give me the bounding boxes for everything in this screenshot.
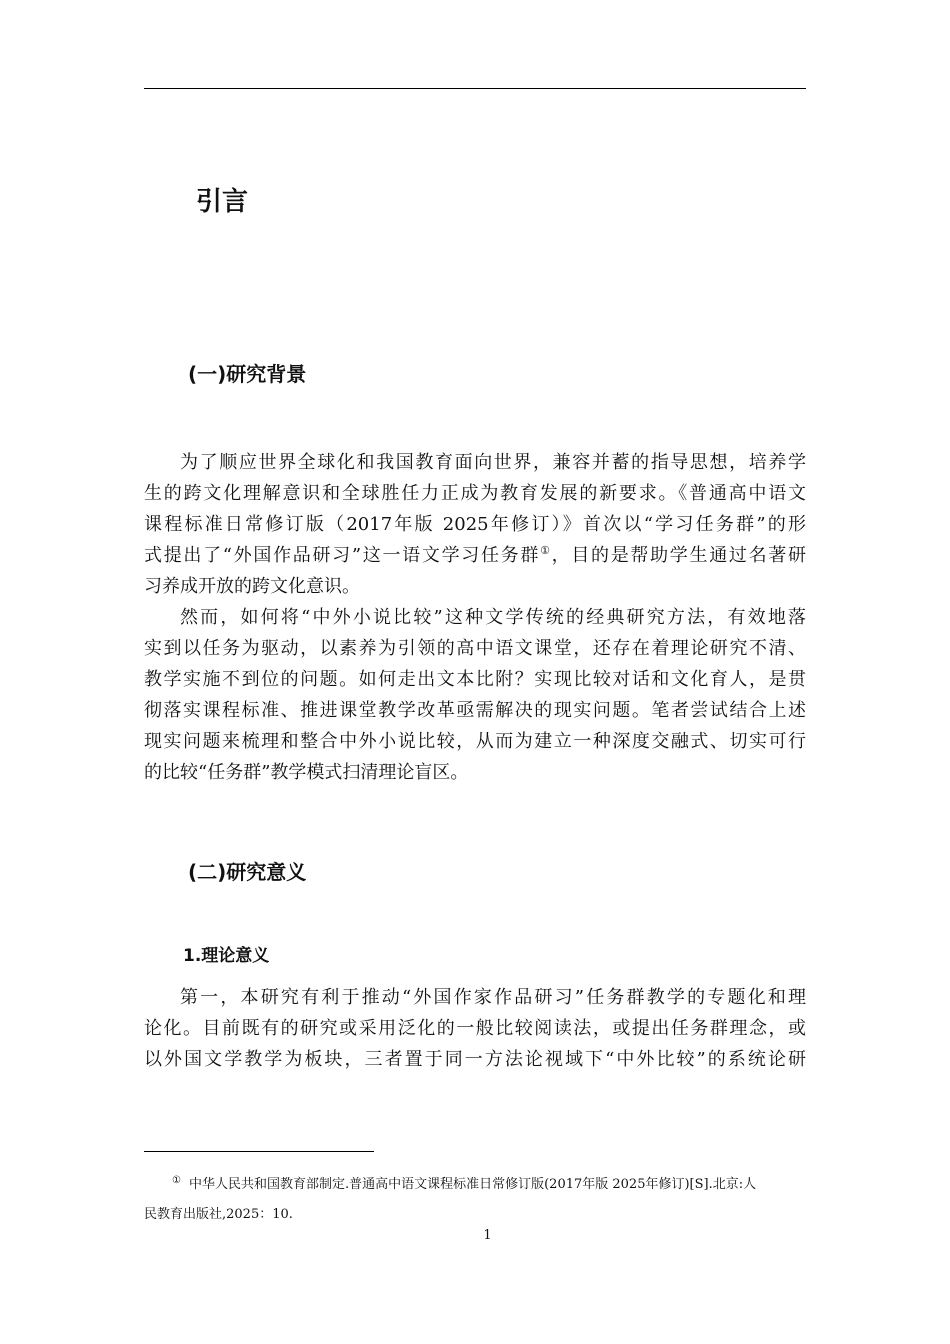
header-rule <box>144 88 806 89</box>
footnote-text: 中华人民共和国教育部制定.普通高中语文课程标准日常修订版(2017年版 2025年修订)[S].北京:人 <box>188 1177 757 1192</box>
footnote <box>144 1170 806 1230</box>
footnote-separator <box>144 1151 374 1152</box>
text-segment: ，目的是帮助学生通过名著研 <box>551 545 806 566</box>
footnote-line: 民教育出版社,2025：10. <box>144 1207 293 1222</box>
text-line <box>144 540 806 571</box>
footnote-line <box>144 1170 806 1200</box>
text-segment: 式提出了“外国作品研习”这一语文学习任务群 <box>144 545 541 566</box>
section-heading-background: (一)研究背景 <box>188 362 307 386</box>
chapter-heading: 引言 <box>196 187 249 217</box>
text-line: 生的跨文化理解意识和全球胜任力正成为教育发展的新要求。《普通高中语文 <box>144 483 806 504</box>
text-line: 的比较“任务群”教学模式扫清理论盲区。 <box>144 762 469 783</box>
text-line: 为了顺应世界全球化和我国教育面向世界，兼容并蓄的指导思想，培养学 <box>180 452 806 473</box>
paragraph-theory <box>144 982 806 1075</box>
text-line: 论化。目前既有的研究或采用泛化的一般比较阅读法，或提出任务群理念，或 <box>144 1018 806 1039</box>
text-line: 然而，如何将“中外小说比较”这种文学传统的经典研究方法，有效地落 <box>180 607 806 628</box>
footnote-reference[interactable]: ① <box>540 544 552 557</box>
section-heading-significance: (二)研究意义 <box>188 860 307 884</box>
paragraph-background-2 <box>144 602 806 788</box>
text-line: 第一，本研究有利于推动“外国作家作品研习”任务群教学的专题化和理 <box>180 987 806 1008</box>
text-line: 课程标准日常修订版（2017年版 2025年修订）》首次以“学习任务群”的形 <box>144 514 806 535</box>
paragraph-background-1 <box>144 447 806 602</box>
subsection-heading-theory: 1.理论意义 <box>183 946 270 966</box>
text-line: 习养成开放的跨文化意识。 <box>144 576 360 597</box>
text-line: 以外国文学教学为板块，三者置于同一方法论视域下“中外比较”的系统论研 <box>144 1049 806 1070</box>
text-line: 教学实施不到位的问题。如何走出文本比附？实现比较对话和文化育人，是贯 <box>144 669 806 690</box>
text-line: 实到以任务为驱动，以素养为引领的高中语文课堂，还存在着理论研究不清、 <box>144 638 806 659</box>
text-line: 彻落实课程标准、推进课堂教学改革亟需解决的现实问题。笔者尝试结合上述 <box>144 700 806 721</box>
text-line: 现实问题来梳理和整合中外小说比较，从而为建立一种深度交融式、切实可行 <box>144 731 806 752</box>
page-number: 1 <box>483 1228 492 1243</box>
footnote-mark: ① <box>172 1174 181 1186</box>
